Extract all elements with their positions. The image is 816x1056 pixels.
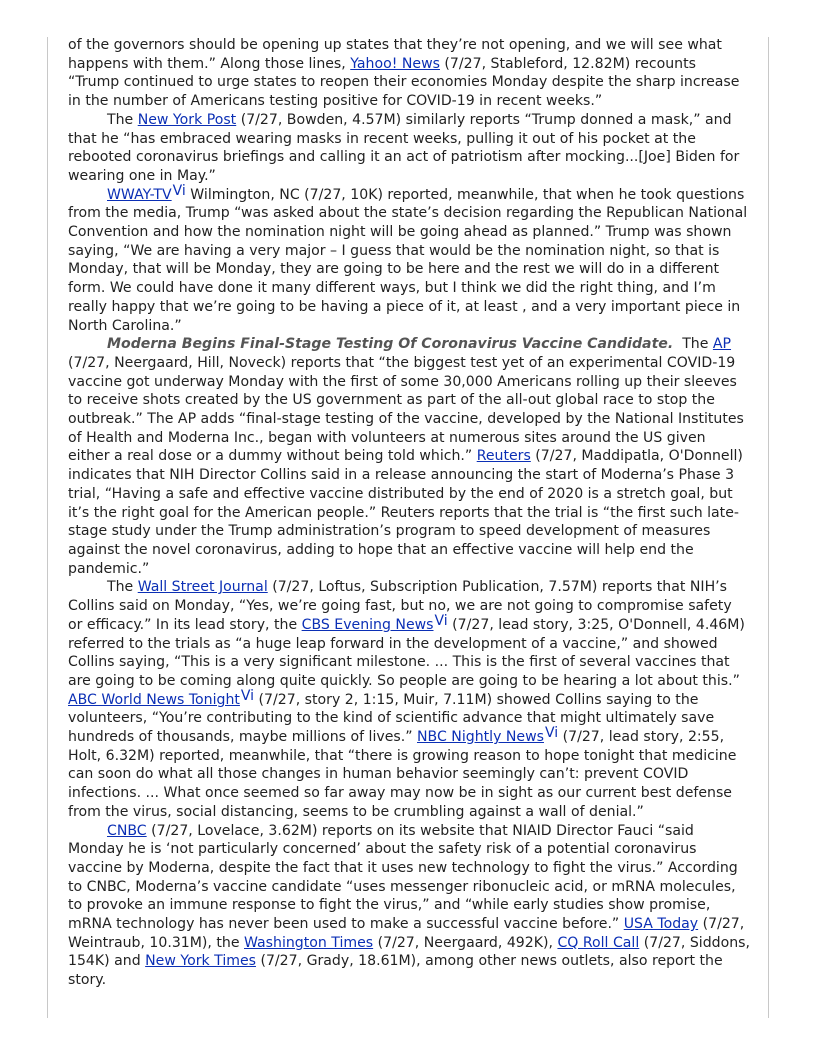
paragraph-text: (7/27, Maddipatla, O'Donnell) indicates that NIH Director Collins said in a release announcing the start of Moderna’s Phase 3 trial, “Having a safe and effective vaccine distributed by the end of 2020 is a stretch goal, but it’s the right goal for the American people.” Reuters reports that the trial is “the first such late-stage study under the Trump administration’s program to speed development of measures against the novel coronavirus, adding to hope that an effective vaccine will help end the pandemic.” <box>68 448 743 577</box>
paragraph-text: The <box>107 579 138 596</box>
paragraph-5 <box>68 578 750 821</box>
paragraph-text: (7/27, Stableford, 12.82M) recounts “Trump continued to urge states to reopen their economies Monday despite the sharp increase in the number of Americans testing positive for COVID-19 in recent weeks.” <box>68 55 740 110</box>
paragraph-text: (7/27, lead story, 2:55, Holt, 6.32M) reported, meanwhile, that “there is growing reason to hope tonight that medicine can soon do what all those changes in human behavior seemingly can’t: prevent COVID infections. ... What once seemed so far away may now be in sight as our current best defense from the virus, social distancing, seems to be crumbling against a wall of denial.” <box>68 729 737 820</box>
paragraph-text: The <box>673 336 713 353</box>
link-washington-times[interactable]: Washington Times <box>244 934 374 951</box>
link-nbc-nightly-news[interactable]: NBC Nightly News <box>417 729 544 746</box>
article-body <box>68 36 750 990</box>
paragraph-text: (7/27, Siddons, 154K) and <box>68 934 750 970</box>
left-margin-rule <box>47 37 48 1018</box>
video-icon[interactable]: Vi <box>172 182 186 199</box>
paragraph-text: (7/27, Neergaard, Hill, Noveck) reports that “the biggest test yet of an experimental COVID-19 vaccine got underway Monday with the first of some 30,000 Americans rolling up their sleeves to receive shots created by the US government as part of the all-out global race to stop the outbreak.” The AP adds “final-stage testing of the vaccine, developed by the National Institutes of Health and Moderna Inc., began with volunteers at numerous sites around the US given either a real dose or a dummy without being told which.” <box>68 354 744 465</box>
paragraph-1 <box>68 36 750 111</box>
paragraph-text: (7/27, lead story, 3:25, O'Donnell, 4.46M) referred to the trials as “a huge leap forward in the development of a vaccine,” and showed Collins saying, “This is a very significant milestone. ... This is the first of several vaccines that are going to be coming along quite quickly. So people are going to be hearing a lot about this.” <box>68 616 745 689</box>
link-usa-today[interactable]: USA Today <box>623 916 699 933</box>
paragraph-text: (7/27, Grady, 18.61M), among other news outlets, also report the story. <box>68 953 723 989</box>
link-ap[interactable]: AP <box>712 336 732 353</box>
link-wway-tv[interactable]: WWAY-TV <box>107 186 172 203</box>
paragraph-text: (7/27, story 2, 1:15, Muir, 7.11M) showed Collins saying to the volunteers, “You’re contributing to the kind of scientific advance that might ultimately save hundreds of thousands, maybe millions of lives.” <box>68 691 715 746</box>
paragraph-text: (7/27, Lovelace, 3.62M) reports on its website that NIAID Director Fauci “said Monday he is ‘not particularly concerned’ about the safety risk of a potential coronavirus vaccine by Moderna, despite the fact that it uses new technology to fight the virus.” According to CNBC, Moderna’s vaccine candidate “uses messenger ribonucleic acid, or mRNA molecules, to provoke an immune response to fight the virus,” and “while early studies show promise, mRNA technology has never been used to make a successful vaccine before.” <box>68 822 738 933</box>
paragraph-text: (7/27, Weintraub, 10.31M), the <box>68 916 745 951</box>
paragraph-6 <box>68 822 750 990</box>
video-icon[interactable]: Vi <box>240 687 255 704</box>
link-cq-roll-call[interactable]: CQ Roll Call <box>557 934 640 951</box>
paragraph-2 <box>68 111 750 186</box>
paragraph-text: (7/27, Neergaard, 492K), <box>373 934 558 951</box>
story-heading: Moderna Begins Final-Stage Testing Of Coronavirus Vaccine Candidate. <box>107 336 674 353</box>
link-new-york-times[interactable]: New York Times <box>145 953 256 970</box>
paragraph-text: of the governors should be opening up states that they’re not opening, and we will see what happens with them.” Along those lines, <box>68 37 722 72</box>
paragraph-text: (7/27, Loftus, Subscription Publication, 7.57M) reports that NIH’s Collins said on Monday, “Yes, we’re going fast, but no, we are not going to compromise safety or efficacy.” In its lead story, the <box>68 579 732 633</box>
paragraph-text: Wilmington, NC (7/27, 10K) reported, meanwhile, that when he took questions from the media, Trump “was asked about the state’s decision regarding the Republican National Convention and how the nomination night will be going ahead as planned.” Trump was shown saying, “We are having a very major – I guess that would be the nomination night, so that is Monday, that will be Monday, they are going to be here and the rest we will do in a different form. We could have done it many different ways, but I think we did the right thing, and I’m really happy that we’re going to be having a piece of it, at least , and a very important piece in North Carolina.” <box>68 186 748 334</box>
paragraph-4 <box>68 335 750 578</box>
link-yahoo-news[interactable]: Yahoo! News <box>350 55 440 72</box>
video-icon[interactable]: Vi <box>434 612 448 629</box>
link-cbs-evening-news[interactable]: CBS Evening News <box>301 616 434 633</box>
paragraph-text: The <box>107 111 138 128</box>
link-new-york-post[interactable]: New York Post <box>137 111 237 128</box>
video-icon[interactable]: Vi <box>544 725 559 742</box>
link-reuters[interactable]: Reuters <box>476 448 531 465</box>
paragraph-text: (7/27, Bowden, 4.57M) similarly reports “Trump donned a mask,” and that he “has embraced wearing masks in recent weeks, pulling it out of his pocket at the rebooted coronavirus briefings and calling it an act of patriotism after mocking...[Joe] Biden for wearing one in May.” <box>68 111 740 184</box>
right-margin-rule <box>768 37 769 1018</box>
paragraph-3 <box>68 182 750 336</box>
link-cnbc[interactable]: CNBC <box>107 822 147 839</box>
link-abc-world-news-tonight[interactable]: ABC World News Tonight <box>68 691 240 708</box>
link-wall-street-journal[interactable]: Wall Street Journal <box>137 579 268 596</box>
